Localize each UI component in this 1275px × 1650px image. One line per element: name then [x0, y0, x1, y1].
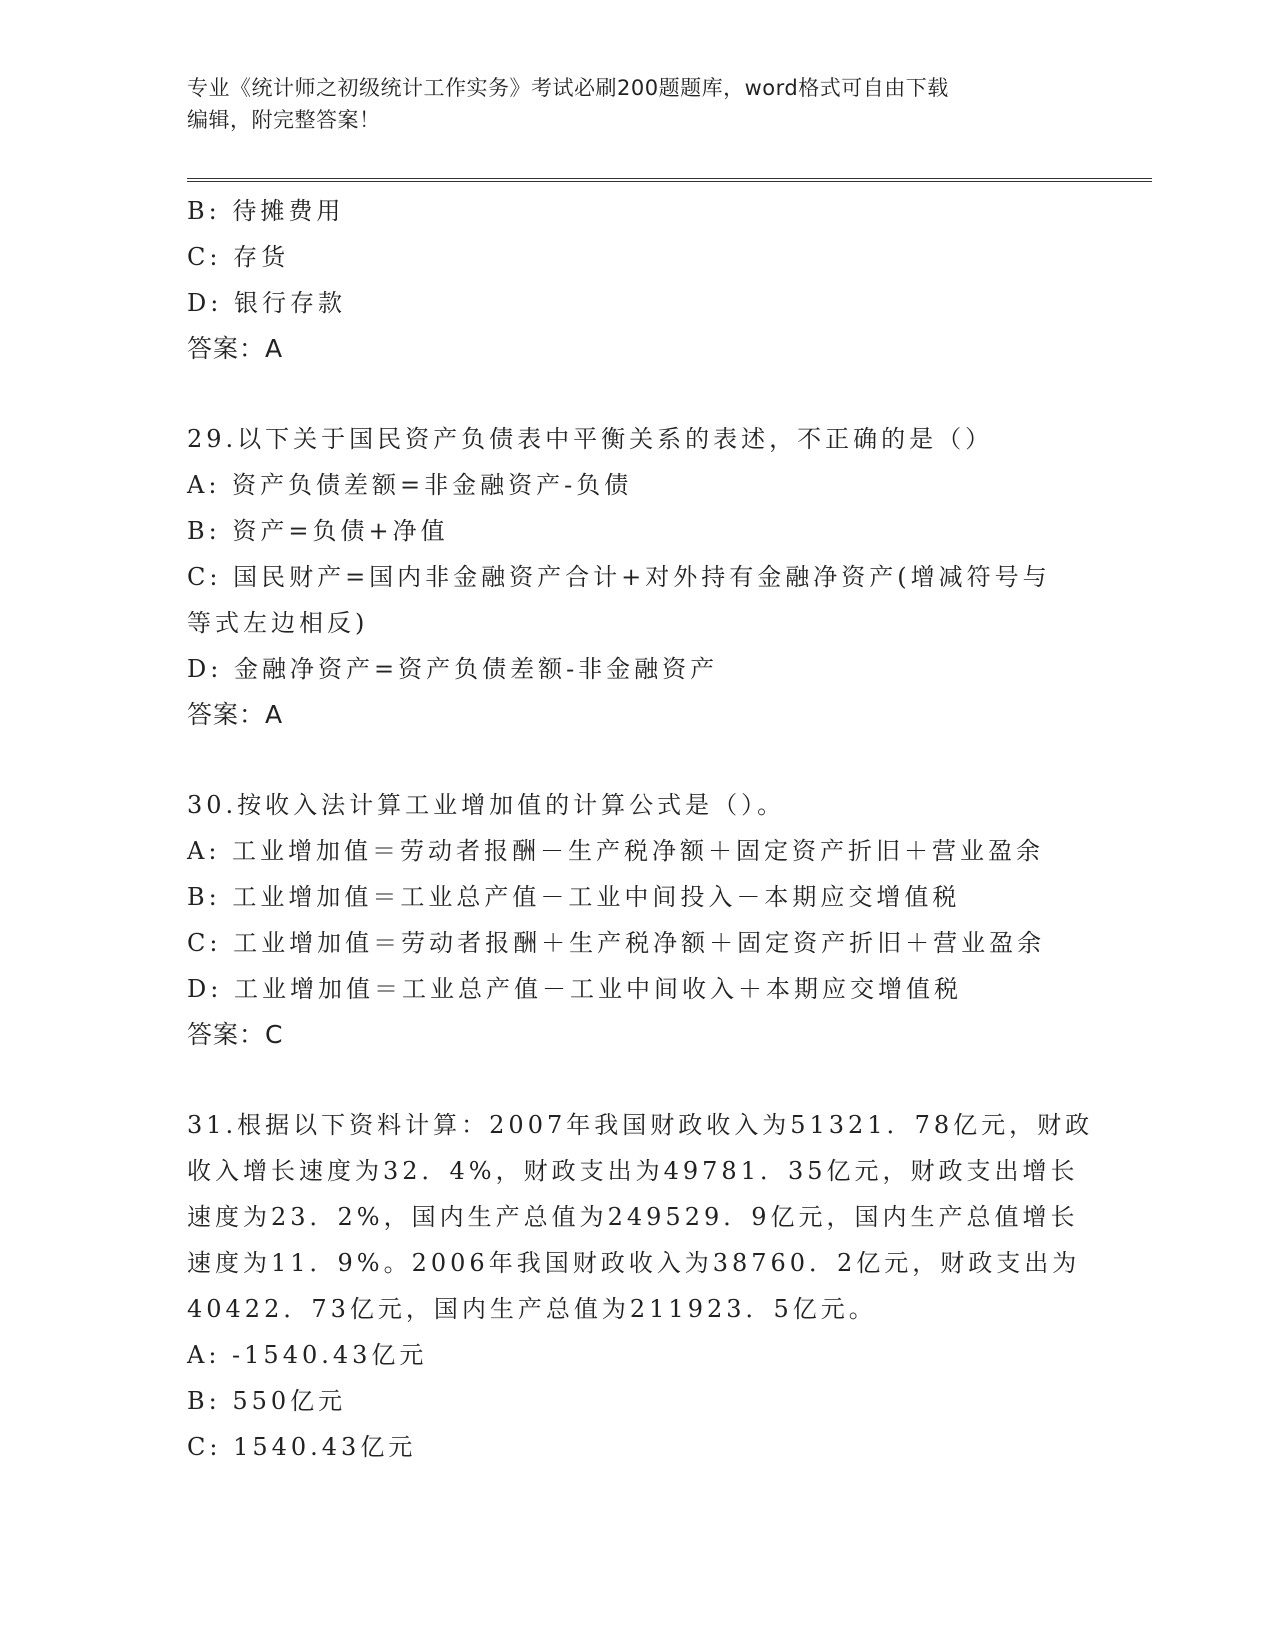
question-stem-line-1: 31.根据以下资料计算：2007年我国财政收入为51321．78亿元，财政 [187, 1111, 1094, 1139]
answer-label: 答案：A [187, 700, 284, 729]
question-stem: 29.以下关于国民资产负债表中平衡关系的表述，不正确的是（） [187, 425, 994, 453]
question-31 [187, 1102, 1094, 1470]
question-stem-line-2: 收入增长速度为32．4%，财政支出为49781．35亿元，财政支出增长 [187, 1157, 1079, 1185]
option-d: D: 工业增加值＝工业总产值－工业中间收入＋本期应交增值税 [187, 975, 962, 1003]
option-b: B: 待摊费用 [187, 197, 345, 225]
question-stem-line-5: 40422．73亿元，国内生产总值为211923．5亿元。 [187, 1295, 877, 1323]
option-b: B: 资产=负债+净值 [187, 517, 449, 545]
question-stem-line-3: 速度为23．2%，国内生产总值为249529．9亿元，国内生产总值增长 [187, 1203, 1079, 1231]
spacer [187, 738, 1087, 782]
question-29 [187, 416, 1087, 738]
question-content [187, 188, 1094, 1470]
question-stem: 30.按收入法计算工业增加值的计算公式是（）。 [187, 791, 786, 819]
option-a: A: 工业增加值＝劳动者报酬－生产税净额＋固定资产折旧＋营业盈余 [187, 837, 1045, 865]
question-stem-line-4: 速度为11．9%。2006年我国财政收入为38760．2亿元，财政支出为 [187, 1249, 1081, 1277]
option-c: C: 国民财产=国内非金融资产合计+对外持有金融净资产(增减符号与 [187, 563, 1051, 591]
option-a: A: -1540.43亿元 [187, 1341, 428, 1369]
option-b: B: 550亿元 [187, 1387, 347, 1415]
option-c: C: 工业增加值＝劳动者报酬＋生产税净额＋固定资产折旧＋营业盈余 [187, 929, 1046, 957]
header-title-line-1: 专业《统计师之初级统计工作实务》考试必刷200题题库，word格式可自由下载 [187, 76, 949, 100]
previous-question [187, 188, 1087, 372]
answer-label: 答案：C [187, 1020, 284, 1049]
option-a: A: 资产负债差额=非金融资产-负债 [187, 471, 633, 499]
option-c: C: 1540.43亿元 [187, 1433, 417, 1461]
spacer [187, 1058, 1087, 1102]
question-30 [187, 782, 1087, 1058]
header-title-line-2: 编辑，附完整答案！ [187, 108, 381, 132]
document-header [187, 72, 1067, 136]
answer-label: 答案：A [187, 334, 284, 363]
option-c: C: 存货 [187, 243, 290, 271]
option-d: D: 银行存款 [187, 289, 346, 317]
option-d: D: 金融净资产=资产负债差额-非金融资产 [187, 655, 719, 683]
spacer [187, 372, 1087, 416]
option-b: B: 工业增加值＝工业总产值－工业中间投入－本期应交增值税 [187, 883, 961, 911]
option-c-continued: 等式左边相反) [187, 609, 369, 637]
header-divider [187, 178, 1152, 182]
